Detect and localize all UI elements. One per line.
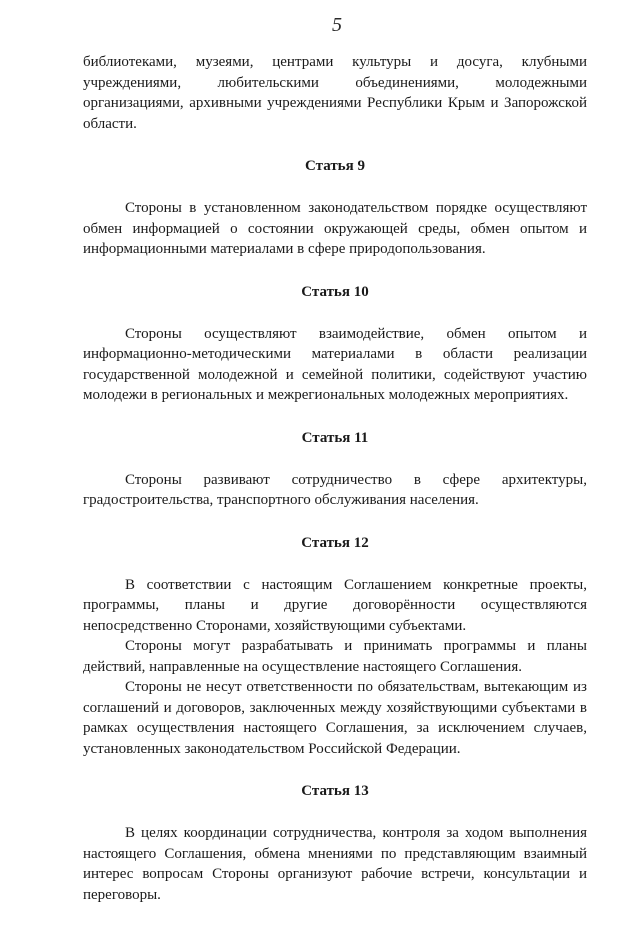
article-10-title: Статья 10 xyxy=(301,283,369,300)
article-9-paragraph-1: Стороны в установленном законодательством порядке осуществляют обмен информацией о состоянии окружающей среды, обмен опытом и информационными материалами в сфере природопользования. xyxy=(83,200,587,257)
continuation-paragraph: библиотеками, музеями, центрами культуры и досуга, клубными учреждениями, любительскими объединениями, молодежными организациями, архивными учреждениями Республики Крым и Запорожской области. xyxy=(83,54,587,132)
article-11-title: Статья 11 xyxy=(301,429,369,446)
article-9-title: Статья 9 xyxy=(305,158,365,174)
article-12-paragraph-3: Стороны не несут ответственности по обязательствам, вытекающим из соглашений и договоров, заключенных между хозяйствующими субъектами в рамках осуществления настоящего Соглашения, за исключением случаев, установленных законодательством Российской Федерации. xyxy=(83,679,587,757)
article-12-title: Статья 12 xyxy=(301,534,369,551)
document-body xyxy=(83,52,587,927)
article-13-paragraph-1: В целях координации сотрудничества, контроля за ходом выполнения настоящего Соглашения, обмена мнениями по представляющим взаимный интерес вопросам Стороны организуют рабочие встречи, консультации и переговоры. xyxy=(83,825,587,903)
article-11-paragraph-1: Стороны развивают сотрудничество в сфере архитектуры, градостроительства, транспортного обслуживания населения. xyxy=(83,471,587,508)
article-12-paragraph-2: Стороны могут разрабатывать и принимать программы и планы действий, направленные на осуществление настоящего Соглашения. xyxy=(83,638,587,675)
article-10-paragraph-1: Стороны осуществляют взаимодействие, обмен опытом и информационно-методическими материалами в области реализации государственной молодежной и семейной политики, содействуют участию молодежи в региональных и межрегиональных молодежных мероприятиях. xyxy=(83,325,587,403)
article-12-paragraph-1: В соответствии с настоящим Соглашением конкретные проекты, программы, планы и другие договорённости осуществляются непосредственно Сторонами, хозяйствующими субъектами. xyxy=(83,576,587,634)
page-number: 5 xyxy=(332,14,342,36)
article-13-title: Статья 13 xyxy=(301,783,369,799)
